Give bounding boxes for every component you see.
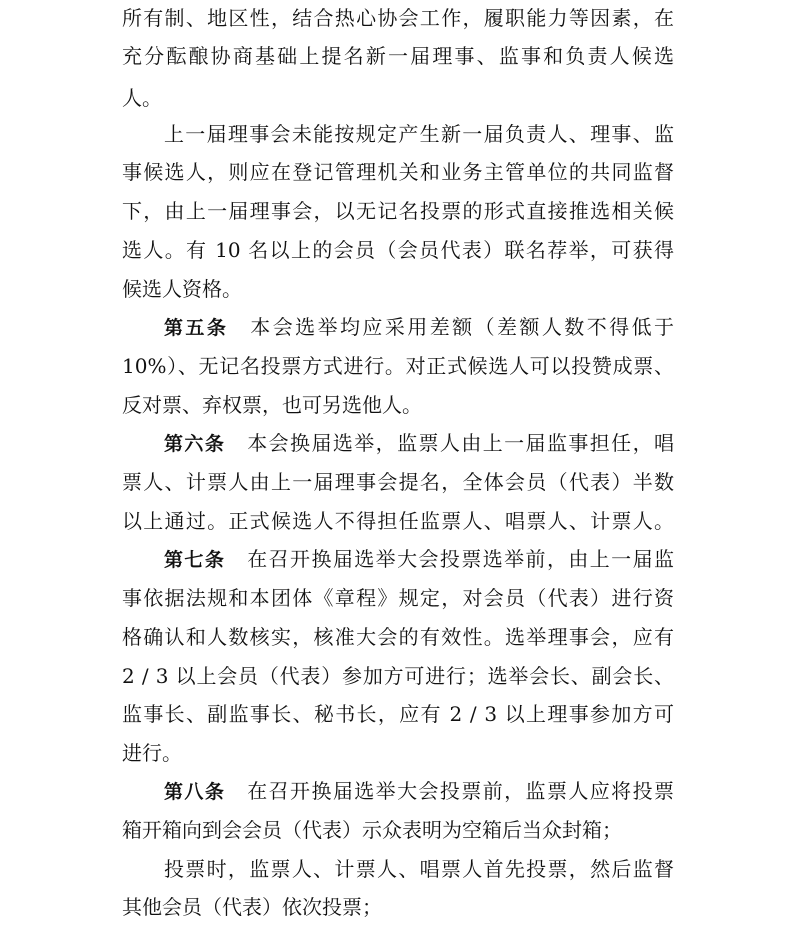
- text-line: 以上通过。正式候选人不得担任监票人、唱票人、计票人。: [122, 509, 674, 533]
- text-line: 2 / 3 以上会员（代表）参加方可进行；选举会长、副会长、: [122, 664, 674, 688]
- article-7-first-line: [164, 541, 674, 577]
- text-line: 人。: [122, 86, 162, 110]
- text-line: 所有制、地区性，结合热心协会工作，履职能力等因素，在: [122, 6, 674, 30]
- text-line: 票人、计票人由上一届理事会提名，全体会员（代表）半数: [122, 470, 674, 494]
- article-5-first-line: [164, 309, 674, 345]
- text-line: 上一届理事会未能按规定产生新一届负责人、理事、监: [164, 122, 674, 146]
- text-line: 反对票、弃权票，也可另选他人。: [122, 393, 422, 417]
- article-heading: 第六条: [164, 433, 226, 455]
- text-line: 10%）、无记名投票方式进行。对正式候选人可以投赞成票、: [122, 354, 674, 378]
- text-line: 本会选举均应采用差额（差额人数不得低于: [250, 315, 674, 339]
- text-line: 格确认和人数核实，核准大会的有效性。选举理事会，应有: [122, 625, 674, 649]
- text-line: 候选人资格。: [122, 277, 242, 301]
- text-line: 本会换届选举，监票人由上一届监事担任，唱: [247, 431, 674, 455]
- text-line: 其他会员（代表）依次投票；: [122, 895, 382, 919]
- text-line: 在召开换届选举大会投票前，监票人应将投票: [247, 779, 674, 803]
- text-line: 事依据法规和本团体《章程》规定，对会员（代表）进行资: [122, 586, 674, 610]
- article-heading: 第七条: [164, 549, 226, 571]
- text-line: 充分酝酿协商基础上提名新一届理事、监事和负责人候选: [122, 44, 674, 68]
- article-heading: 第五条: [164, 317, 229, 339]
- article-6-first-line: [164, 425, 674, 461]
- text-line: 投票时，监票人、计票人、唱票人首先投票，然后监督: [164, 857, 674, 881]
- article-8-first-line: [164, 773, 674, 809]
- text-line: 箱开箱向到会会员（代表）示众表明为空箱后当众封箱；: [122, 818, 622, 842]
- article-heading: 第八条: [164, 781, 226, 803]
- text-line: 事候选人，则应在登记管理机关和业务主管单位的共同监督: [122, 160, 674, 184]
- text-line: 在召开换届选举大会投票选举前，由上一届监: [247, 547, 674, 571]
- text-line: 进行。: [122, 741, 182, 765]
- text-line: 监事长、副监事长、秘书长，应有 2 / 3 以上理事参加方可: [122, 702, 674, 726]
- text-line: 选人。有 10 名以上的会员（会员代表）联名荐举，可获得: [122, 238, 674, 262]
- text-line: 下，由上一届理事会，以无记名投票的形式直接推选相关候: [122, 199, 674, 223]
